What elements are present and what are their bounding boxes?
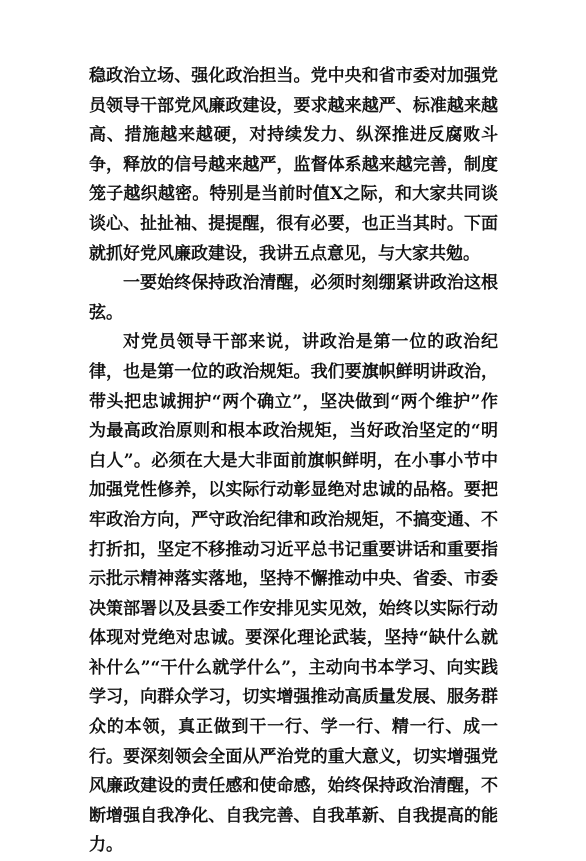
document-body bbox=[89, 62, 498, 861]
paragraph-intro: 稳政治立场、强化政治担当。党中央和省市委对加强党员领导干部党风廉政建设，要求越来越严、标准越来越高、措施越来越硬，对持续发力、纵深推进反腐败斗争，释放的信号越来越严，监督体系越来越完善，制度笼子越织越密。特别是当前时值X之际，和大家共同谈谈心、扯扯袖、提提醒，很有必要，也正当其时。下面就抓好党风廉政建设，我讲五点意见，与大家共勉。 bbox=[89, 66, 498, 264]
paragraph-point-one-body: 对党员领导干部来说，讲政治是第一位的政治纪律，也是第一位的政治规矩。我们要旗帜鲜明讲政治，带头把忠诚拥护“两个确立”，坚决做到“两个维护”作为最高政治原则和根本政治规矩，当好政治坚定的“明白人”。必须在大是大非面前旗帜鲜明，在小事小节中加强党性修养，以实际行动彰显绝对忠诚的品格。要把牢政治方向，严守政治纪律和政治规矩，不搞变通、不打折扣，坚定不移推动习近平总书记重要讲话和重要指示批示精神落实落地，坚持不懈推动中央、省委、市委决策部署以及县委工作安排见实见效，始终以实际行动体现对党绝对忠诚。要深化理论武装，坚持“缺什么就补什么”“干什么就学什么”，主动向书本学习、向实践学习，向群众学习，切实增强推动高质量发展、服务群众的本领，真正做到干一行、学一行、精一行、成一行。要深刻领会全面从严治党的重大意义，切实增强党风廉政建设的责任感和使命感，始终保持政治清醒，不断增强自我净化、自我完善、自我革新、自我提高的能力。 bbox=[89, 332, 498, 856]
paragraph-heading-point-one: 一要始终保持政治清醒，必须时刻绷紧讲政治这根弦。 bbox=[89, 273, 498, 323]
